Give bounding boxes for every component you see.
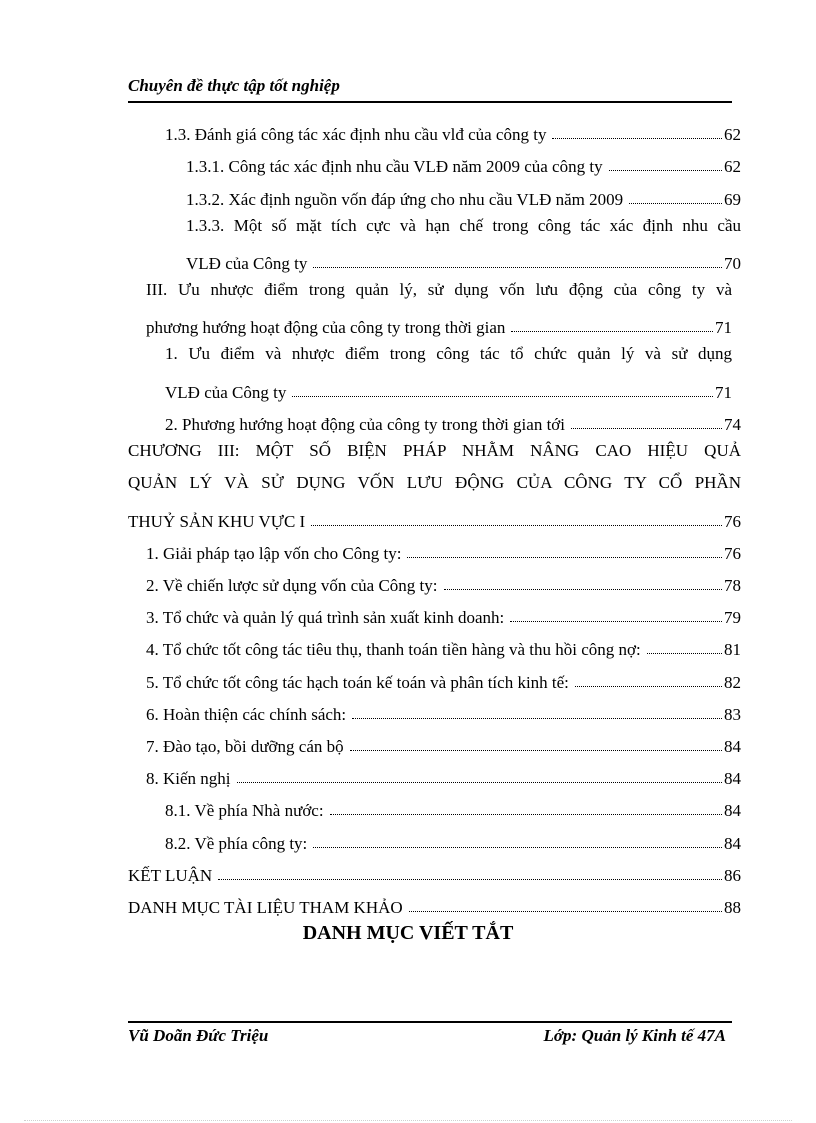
toc-entry-text: VLĐ của Công ty — [165, 382, 287, 402]
toc-entry-text: 1.3.3. Một số mặt tích cực và hạn chế trong công tác xác định nhu cầu — [186, 215, 741, 235]
toc-page-number: 78 — [724, 575, 741, 595]
toc-leader-dots — [552, 138, 722, 139]
toc-entry-text: 1.3.1. Công tác xác định nhu cầu VLĐ năm 2009 của công ty — [186, 157, 603, 177]
toc-leader-dots — [510, 621, 722, 622]
toc-page-number: 84 — [724, 769, 741, 789]
toc-leader-dots — [407, 557, 722, 558]
toc-leader-dots — [313, 267, 722, 268]
toc-leader-dots — [571, 428, 722, 429]
toc-page-number: 76 — [724, 543, 741, 563]
toc-entry-text: 1. Giải pháp tạo lập vốn cho Công ty: — [146, 543, 402, 563]
toc-entry[interactable] — [146, 757, 741, 789]
toc-page-number: 70 — [724, 253, 741, 273]
footer-author: Vũ Doãn Đức Triệu — [128, 1026, 269, 1045]
toc-entry[interactable] — [186, 210, 741, 274]
toc-entry-text: 8.2. Về phía công ty: — [165, 833, 308, 853]
toc-entry-text: 5. Tổ chức tốt công tác hạch toán kế toán và phân tích kinh tế: — [146, 672, 569, 692]
toc-leader-dots — [313, 847, 722, 848]
toc-page-number: 71 — [715, 382, 732, 402]
toc-page-number: 84 — [724, 801, 741, 821]
toc-entry[interactable] — [186, 145, 741, 177]
toc-entry-text: DANH MỤC TÀI LIỆU THAM KHẢO — [128, 897, 403, 917]
toc-entry-text: QUẢN LÝ VÀ SỬ DỤNG VỐN LƯU ĐỘNG CỦA CÔNG TY CỔ PHẦN — [128, 473, 741, 493]
toc-leader-dots — [218, 879, 722, 880]
toc-page-number: 88 — [724, 897, 741, 917]
toc-leader-dots — [409, 911, 722, 912]
header-rule — [128, 101, 732, 103]
toc-leader-dots — [352, 718, 722, 719]
footer-class: Lớp: Quản lý Kinh tế 47A — [543, 1026, 726, 1045]
toc-page-number: 71 — [715, 318, 732, 338]
toc-page-number: 84 — [724, 736, 741, 756]
toc-entry-text: VLĐ của Công ty — [186, 253, 308, 273]
section-title: DANH MỤC VIẾT TẮT — [302, 922, 514, 944]
toc-entry-text: THUỶ SẢN KHU VỰC I — [128, 511, 306, 531]
toc-page-number: 79 — [724, 608, 741, 628]
toc-entry[interactable] — [146, 274, 732, 338]
toc-entry-text: KẾT LUẬN — [128, 865, 213, 885]
toc-leader-dots — [575, 686, 722, 687]
toc-entry-text: III. Ưu nhược điểm trong quản lý, sử dụng vốn lưu động của công ty và — [146, 280, 732, 299]
toc-entry-text: 7. Đào tạo, bồi dưỡng cán bộ — [146, 736, 344, 756]
toc-entry[interactable] — [146, 693, 741, 725]
toc-entry-text: 1. Ưu điểm và nhược điểm trong công tác tổ chức quản lý và sử dụng — [165, 344, 732, 364]
toc-entry-text: 2. Phương hướng hoạt động của công ty trong thời gian tới — [165, 414, 566, 434]
toc-entry[interactable] — [146, 628, 741, 660]
toc-entry-text: 1.3. Đánh giá công tác xác định nhu cầu vlđ của công ty — [165, 125, 547, 145]
toc-leader-dots — [350, 750, 722, 751]
toc-entry-text: 4. Tổ chức tốt công tác tiêu thụ, thanh toán tiền hàng và thu hồi công nợ: — [146, 640, 641, 660]
toc-entry-text: 1.3.2. Xác định nguồn vốn đáp ứng cho nhu cầu VLĐ năm 2009 — [186, 189, 624, 209]
toc-page-number: 83 — [724, 704, 741, 724]
toc-page-number: 76 — [724, 511, 741, 531]
toc-entry-text: 8.1. Về phía Nhà nước: — [165, 801, 324, 821]
toc-entry[interactable] — [128, 435, 741, 532]
toc-page-number: 86 — [724, 865, 741, 885]
toc-page-number: 74 — [724, 414, 741, 434]
toc-page-number: 62 — [724, 157, 741, 177]
toc-entry[interactable] — [186, 177, 741, 209]
toc-entry-text: phương hướng hoạt động của công ty trong thời gian — [146, 318, 506, 338]
toc-leader-dots — [237, 782, 722, 783]
toc-leader-dots — [311, 525, 722, 526]
toc-leader-dots — [629, 203, 722, 204]
toc-entry[interactable] — [128, 886, 741, 918]
toc-leader-dots — [609, 170, 722, 171]
toc-page-number: 84 — [724, 833, 741, 853]
toc-entry[interactable] — [146, 564, 741, 596]
toc-leader-dots — [511, 331, 713, 332]
toc-entry-text: 2. Về chiến lược sử dụng vốn của Công ty: — [146, 575, 438, 595]
toc-entry[interactable] — [165, 403, 741, 435]
page-edge-divider — [24, 1120, 792, 1121]
toc-entry[interactable] — [146, 596, 741, 628]
toc-entry-text: CHƯƠNG III: MỘT SỐ BIỆN PHÁP NHẰM NÂNG CAO HIỆU QUẢ — [128, 441, 741, 460]
toc-page-number: 82 — [724, 672, 741, 692]
toc-entry[interactable] — [165, 113, 741, 145]
toc-leader-dots — [330, 814, 722, 815]
page-header-title: Chuyên đề thực tập tốt nghiệp — [128, 76, 340, 95]
toc-entry[interactable] — [146, 532, 741, 564]
toc-entry[interactable] — [165, 789, 741, 821]
toc-entry[interactable] — [128, 854, 741, 886]
footer-rule — [128, 1021, 732, 1023]
toc-leader-dots — [292, 396, 713, 397]
toc-page-number: 62 — [724, 125, 741, 145]
toc-entry[interactable] — [165, 821, 741, 853]
toc-entry-text: 8. Kiến nghị — [146, 769, 231, 789]
toc-leader-dots — [647, 653, 722, 654]
toc-entry-text: 3. Tổ chức và quản lý quá trình sản xuất kinh doanh: — [146, 608, 505, 628]
toc-entry[interactable] — [146, 725, 741, 757]
toc-entry[interactable] — [146, 660, 741, 692]
toc-page-number: 81 — [724, 640, 741, 660]
toc-entry[interactable] — [165, 338, 732, 402]
toc-leader-dots — [444, 589, 722, 590]
toc-entry-text: 6. Hoàn thiện các chính sách: — [146, 704, 347, 724]
toc-page-number: 69 — [724, 189, 741, 209]
